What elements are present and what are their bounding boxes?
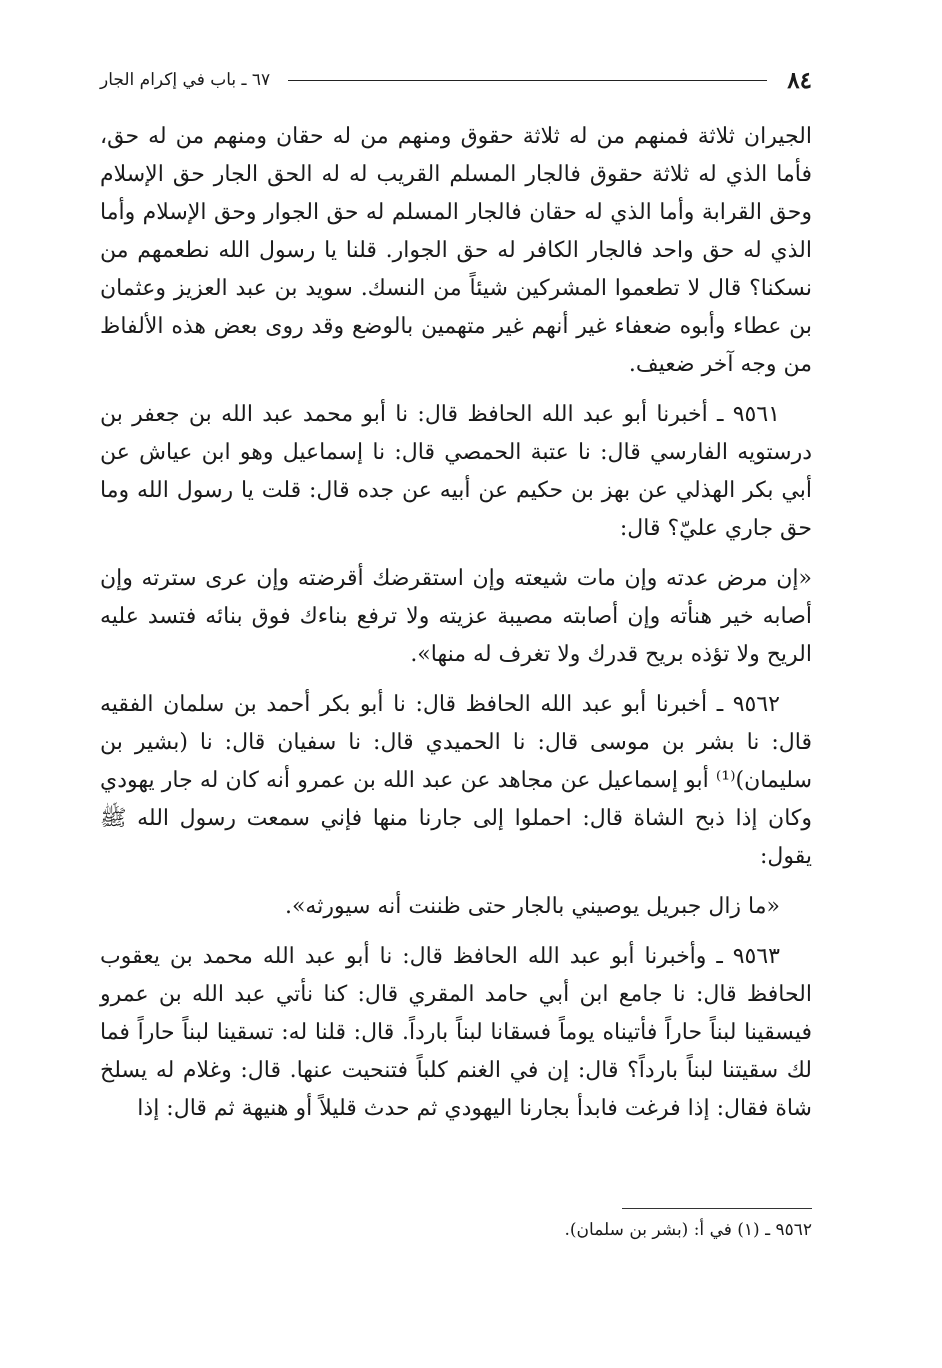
footnote: ٩٥٦٢ ـ (١) في أ: (بشر بن سلمان). [564, 1220, 812, 1240]
running-header [100, 62, 812, 98]
hadith-quote: «ما زال جبريل يوصيني بالجار حتى ظننت أنه سيورثه». [284, 894, 780, 919]
hadith-quote: «إن مرض عدته وإن مات شيعته وإن استقرضك أقرضته وإن عرى سترته وإن أصابه خير هنأته وإن أصابته مصيبة عزيته ولا ترفع بناءك فوق بنائه فتسد عليه الريح ولا تؤذه بريح قدرك ولا تغرف له منها». [100, 566, 812, 667]
hadith-9561: ٩٥٦١ ـ أخبرنا أبو عبد الله الحافظ قال: نا أبو محمد عبد الله بن جعفر بن درستويه الفارسي قال: نا عتبة الحمصي قال: نا إسماعيل وهو ابن عياش عن أبي بكر الهذلي عن بهز بن حكيم عن أبيه عن جده قال: قلت يا رسول الله وما حق جاري عليّ؟ قال: [100, 402, 812, 541]
hadith-9563: ٩٥٦٣ ـ وأخبرنا أبو عبد الله الحافظ قال: نا أبو عبد الله محمد بن يعقوب الحافظ قال: نا جامع ابن أبي حامد المقري قال: كنا نأتي عبد الله بن عمرو فيسقينا لبناً حاراً فأتيناه يوماً فسقانا لبناً بارداً. قال: قلنا له: تسقينا لبناً حاراً فما لك سقيتنا لبناً بارداً؟ قال: إن في الغنم كلباً فتنحيت عنها. قال: وغلام له يسلخ شاة فقال: إذا فرغت فابدأ بجارنا اليهودي ثم حدث قليلاً أو هنيهة ثم قال: إذا [100, 944, 812, 1121]
chapter-title: ٦٧ ـ باب في إكرام الجار [100, 70, 271, 90]
main-text [100, 118, 812, 1140]
footnote-rule [622, 1208, 812, 1209]
header-rule [288, 80, 767, 81]
paragraph: الجيران ثلاثة فمنهم من له ثلاثة حقوق ومنهم من له حقان ومنهم من له حق، فأما الذي له ثلاثة حقوق فالجار المسلم القريب له له الحق الجار حق الإسلام وحق القرابة وأما الذي له حقان فالجار المسلم له حق الجوار وحق الإسلام وأما الذي له حق واحد فالجار الكافر له حق الجوار. قلنا يا رسول الله نطعمهم من نسكنا؟ قال لا تطعموا المشركين شيئاً من النسك. سويد بن عبد العزيز وعثمان بن عطاء وأبوه ضعفاء غير أنهم غير متهمين بالوضع وقد روى بعض هذه الألفاظ من وجه آخر ضعيف. [100, 124, 812, 377]
page-number: ٨٤ [787, 66, 812, 94]
hadith-9562: ٩٥٦٢ ـ أخبرنا أبو عبد الله الحافظ قال: نا أبو بكر أحمد بن سلمان الفقيه قال: نا بشر بن موسى قال: نا الحميدي قال: نا سفيان قال: نا (بشير بن سليمان)⁽¹⁾ أبو إسماعيل عن مجاهد عن عبد الله بن عمرو أنه كان له جار يهودي وكان إذا ذبح الشاة قال: احملوا إلى جارنا منها فإني سمعت رسول الله ﷺ يقول: [100, 692, 812, 869]
